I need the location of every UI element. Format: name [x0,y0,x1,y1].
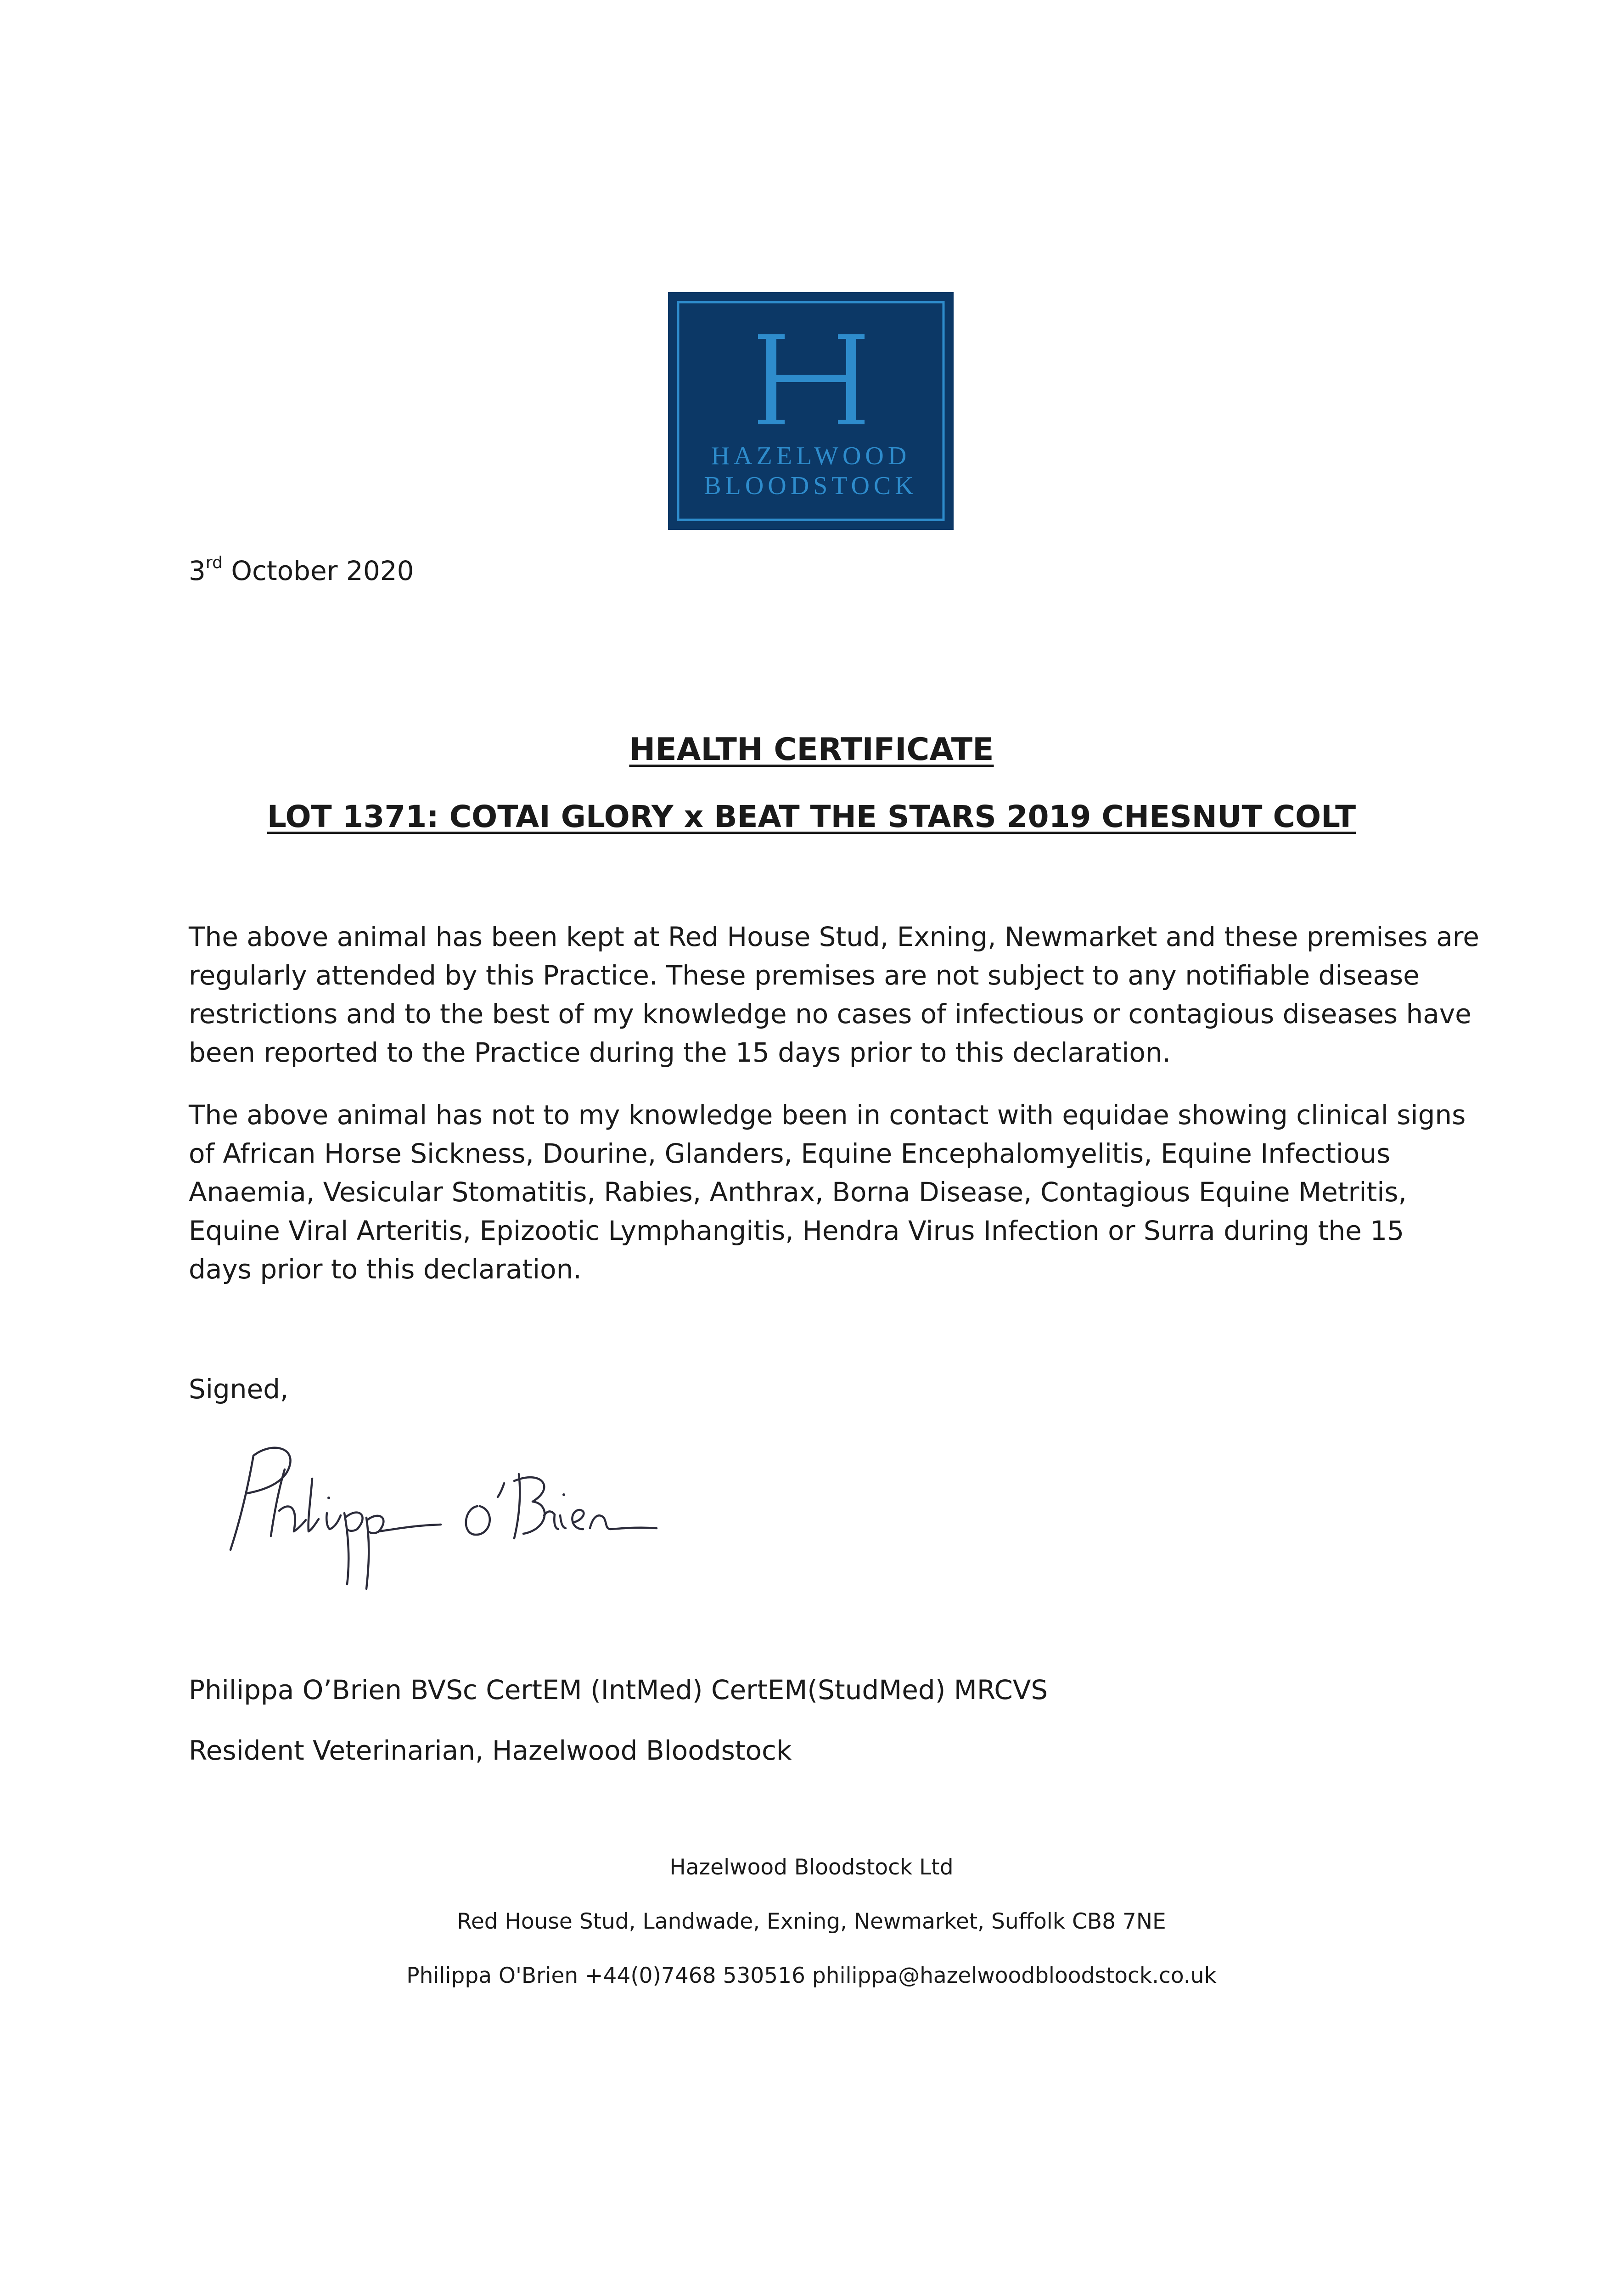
document-date [189,552,414,589]
paragraph-line: The above animal has been kept at Red House Stud, Exning, Newmarket and these premises are [189,921,1479,952]
paragraph-line: restrictions and to the best of my knowledge no cases of infectious or contagious diseases have [189,998,1471,1030]
declaration-paragraph-1 [189,917,1479,1072]
logo-line-2: BLOODSTOCK [704,472,918,500]
hazelwood-bloodstock-logo [668,292,954,530]
handwritten-signature [220,1437,707,1593]
signatory-name: Philippa O’Brien BVSc CertEM (IntMed) CertEM(StudMed) MRCVS [189,1674,1048,1705]
signatory-role: Resident Veterinarian, Hazelwood Bloodstock [189,1735,792,1766]
paragraph-line: regularly attended by this Practice. These premises are not subject to any notifiable disease [189,960,1420,991]
declaration-paragraph-2 [189,1096,1466,1289]
paragraph-line: been reported to the Practice during the 15 days prior to this declaration. [189,1037,1171,1068]
footer-contact: Philippa O'Brien +44(0)7468 530516 philippa@hazelwoodbloodstock.co.uk [406,1963,1217,1988]
paragraph-line: days prior to this declaration. [189,1254,582,1285]
logo-line-1: HAZELWOOD [711,442,911,470]
paragraph-line: The above animal has not to my knowledge been in contact with equidae showing clinical signs [189,1099,1466,1131]
footer-company: Hazelwood Bloodstock Ltd [669,1855,954,1880]
paragraph-line: Equine Viral Arteritis, Epizootic Lymphangitis, Hendra Virus Infection or Surra during the 15 [189,1215,1404,1246]
date-rest: October 2020 [222,555,414,586]
signed-label: Signed, [189,1373,289,1405]
date-suffix: rd [205,553,223,572]
certificate-title: HEALTH CERTIFICATE [629,732,994,768]
paragraph-line: Anaemia, Vesicular Stomatitis, Rabies, Anthrax, Borna Disease, Contagious Equine Metritis, [189,1176,1407,1208]
lot-title: LOT 1371: COTAI GLORY x BEAT THE STARS 2019 CHESNUT COLT [267,799,1356,834]
paragraph-line: of African Horse Sickness, Dourine, Glanders, Equine Encephalomyelitis, Equine Infectious [189,1138,1391,1169]
footer-address: Red House Stud, Landwade, Exning, Newmarket, Suffolk CB8 7NE [457,1909,1166,1934]
date-day: 3 [189,555,206,586]
